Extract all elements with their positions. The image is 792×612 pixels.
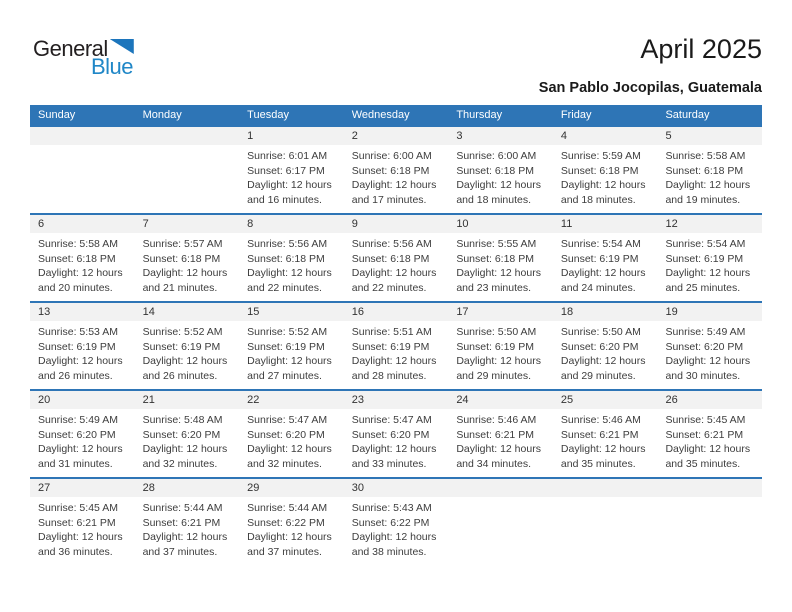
detail-line: Sunrise: 5:52 AM bbox=[247, 326, 328, 338]
day-details bbox=[448, 145, 553, 207]
calendar-week-row bbox=[30, 213, 762, 301]
day-number bbox=[448, 479, 553, 497]
detail-line: Sunrise: 6:00 AM bbox=[351, 150, 432, 162]
detail-line: Sunrise: 6:01 AM bbox=[247, 150, 328, 162]
day-details bbox=[448, 321, 553, 383]
detail-line: Daylight: 12 hours bbox=[247, 267, 332, 280]
detail-line: Daylight: 12 hours bbox=[351, 267, 437, 280]
weekday-header-monday: Monday bbox=[142, 109, 182, 121]
day-number: 19 bbox=[657, 303, 762, 321]
detail-line: and 17 minutes. bbox=[351, 193, 427, 206]
detail-line: and 18 minutes. bbox=[560, 193, 636, 206]
day-details bbox=[553, 409, 658, 471]
day-number: 13 bbox=[30, 303, 135, 321]
detail-line: Sunset: 6:21 PM bbox=[560, 428, 639, 441]
calendar-day-cell bbox=[30, 303, 135, 389]
calendar-day-cell bbox=[344, 127, 449, 213]
day-number: 14 bbox=[135, 303, 240, 321]
detail-line: Sunrise: 5:43 AM bbox=[351, 502, 432, 514]
calendar-day-cell bbox=[448, 215, 553, 301]
detail-line: and 26 minutes. bbox=[142, 369, 218, 382]
detail-line: Sunset: 6:22 PM bbox=[247, 516, 325, 529]
detail-line: and 31 minutes. bbox=[38, 457, 113, 470]
detail-line: Sunrise: 5:58 AM bbox=[38, 238, 118, 250]
day-details bbox=[657, 409, 762, 471]
detail-line: Sunrise: 5:50 AM bbox=[456, 326, 537, 338]
detail-line: Sunset: 6:18 PM bbox=[351, 252, 430, 265]
day-details bbox=[135, 321, 240, 383]
detail-line: and 30 minutes. bbox=[665, 369, 741, 382]
day-details bbox=[30, 233, 135, 295]
day-number: 2 bbox=[344, 127, 449, 145]
calendar-day-cell bbox=[239, 303, 344, 389]
weekday-header-wednesday: Wednesday bbox=[351, 109, 410, 121]
day-details bbox=[657, 321, 762, 383]
calendar-empty-cell bbox=[448, 479, 553, 565]
day-number: 23 bbox=[344, 391, 449, 409]
calendar-day-cell bbox=[553, 215, 658, 301]
calendar-day-cell bbox=[448, 127, 553, 213]
day-details bbox=[553, 145, 658, 207]
day-details bbox=[30, 321, 135, 383]
calendar-day-cell bbox=[657, 215, 762, 301]
detail-line: and 29 minutes. bbox=[560, 369, 636, 382]
calendar-day-cell bbox=[30, 215, 135, 301]
detail-line: Daylight: 12 hours bbox=[456, 267, 541, 280]
detail-line: Sunrise: 5:47 AM bbox=[351, 414, 432, 426]
calendar-day-cell bbox=[239, 127, 344, 213]
detail-line: and 19 minutes. bbox=[665, 193, 741, 206]
calendar-day-cell bbox=[239, 391, 344, 477]
detail-line: and 22 minutes. bbox=[351, 281, 427, 294]
detail-line: and 37 minutes. bbox=[142, 545, 218, 558]
detail-line: Sunset: 6:18 PM bbox=[456, 164, 534, 177]
detail-line: Sunset: 6:19 PM bbox=[560, 252, 639, 265]
detail-line: Daylight: 12 hours bbox=[560, 267, 646, 280]
logo-triangle-icon bbox=[110, 39, 134, 54]
detail-line: and 33 minutes. bbox=[351, 457, 427, 470]
day-number: 22 bbox=[239, 391, 344, 409]
weekday-header-row bbox=[30, 105, 762, 125]
detail-line: Sunrise: 5:46 AM bbox=[456, 414, 537, 426]
detail-line: Daylight: 12 hours bbox=[38, 355, 123, 368]
detail-line: and 26 minutes. bbox=[38, 369, 113, 382]
detail-line: Sunrise: 5:57 AM bbox=[142, 238, 223, 250]
detail-line: Daylight: 12 hours bbox=[38, 443, 123, 456]
day-details bbox=[135, 233, 240, 295]
day-number: 28 bbox=[135, 479, 240, 497]
detail-line: Sunrise: 5:48 AM bbox=[142, 414, 223, 426]
calendar-empty-cell bbox=[135, 127, 240, 213]
detail-line: Sunrise: 5:49 AM bbox=[665, 326, 746, 338]
calendar-day-cell bbox=[657, 391, 762, 477]
detail-line: Sunset: 6:18 PM bbox=[665, 164, 744, 177]
logo-text-general: General bbox=[33, 36, 108, 61]
detail-line: and 38 minutes. bbox=[351, 545, 427, 558]
detail-line: Daylight: 12 hours bbox=[665, 179, 751, 192]
day-details bbox=[239, 409, 344, 471]
page-title: April 2025 bbox=[640, 34, 762, 64]
day-details bbox=[344, 497, 449, 559]
weekday-header-saturday: Saturday bbox=[665, 109, 710, 121]
calendar-day-cell bbox=[448, 303, 553, 389]
day-details bbox=[553, 233, 658, 295]
detail-line: and 18 minutes. bbox=[456, 193, 532, 206]
day-number: 6 bbox=[30, 215, 135, 233]
detail-line: Daylight: 12 hours bbox=[247, 443, 332, 456]
day-details bbox=[135, 497, 240, 559]
detail-line: and 34 minutes. bbox=[456, 457, 532, 470]
day-details bbox=[553, 321, 658, 383]
day-details bbox=[239, 145, 344, 207]
detail-line: Sunrise: 5:56 AM bbox=[351, 238, 432, 250]
detail-line: Sunrise: 5:54 AM bbox=[665, 238, 746, 250]
day-number bbox=[657, 479, 762, 497]
calendar-day-cell bbox=[553, 127, 658, 213]
calendar-day-cell bbox=[135, 479, 240, 565]
detail-line: Sunset: 6:21 PM bbox=[142, 516, 221, 529]
detail-line: Daylight: 12 hours bbox=[560, 443, 646, 456]
day-number bbox=[553, 479, 658, 497]
detail-line: Sunset: 6:20 PM bbox=[247, 428, 325, 441]
detail-line: Daylight: 12 hours bbox=[247, 355, 332, 368]
detail-line: and 24 minutes. bbox=[560, 281, 636, 294]
detail-line: Sunset: 6:22 PM bbox=[351, 516, 430, 529]
detail-line: Sunrise: 5:59 AM bbox=[560, 150, 641, 162]
day-details bbox=[239, 497, 344, 559]
day-number: 9 bbox=[344, 215, 449, 233]
calendar-day-cell bbox=[553, 391, 658, 477]
detail-line: Sunset: 6:19 PM bbox=[456, 340, 534, 353]
day-number: 27 bbox=[30, 479, 135, 497]
detail-line: Sunrise: 5:46 AM bbox=[560, 414, 641, 426]
detail-line: Daylight: 12 hours bbox=[456, 179, 541, 192]
detail-line: Sunset: 6:21 PM bbox=[665, 428, 744, 441]
day-details bbox=[344, 145, 449, 207]
detail-line: and 28 minutes. bbox=[351, 369, 427, 382]
calendar-week-row bbox=[30, 389, 762, 477]
detail-line: and 20 minutes. bbox=[38, 281, 113, 294]
day-details bbox=[239, 321, 344, 383]
detail-line: Sunrise: 5:54 AM bbox=[560, 238, 641, 250]
detail-line: Daylight: 12 hours bbox=[351, 179, 437, 192]
day-number: 21 bbox=[135, 391, 240, 409]
day-number: 5 bbox=[657, 127, 762, 145]
detail-line: Sunset: 6:19 PM bbox=[351, 340, 430, 353]
day-number: 24 bbox=[448, 391, 553, 409]
day-details bbox=[448, 409, 553, 471]
detail-line: and 21 minutes. bbox=[142, 281, 218, 294]
detail-line: Daylight: 12 hours bbox=[351, 443, 437, 456]
detail-line: Sunset: 6:20 PM bbox=[38, 428, 116, 441]
calendar-day-cell bbox=[344, 303, 449, 389]
detail-line: Sunset: 6:18 PM bbox=[560, 164, 639, 177]
weekday-header-sunday: Sunday bbox=[38, 109, 76, 121]
calendar-day-cell bbox=[239, 479, 344, 565]
day-details bbox=[657, 145, 762, 207]
detail-line: Daylight: 12 hours bbox=[38, 267, 123, 280]
detail-line: Daylight: 12 hours bbox=[351, 355, 437, 368]
calendar-day-cell bbox=[30, 391, 135, 477]
detail-line: and 32 minutes. bbox=[247, 457, 322, 470]
detail-line: Sunset: 6:19 PM bbox=[142, 340, 221, 353]
detail-line: and 29 minutes. bbox=[456, 369, 532, 382]
calendar-week-row bbox=[30, 301, 762, 389]
detail-line: Sunset: 6:20 PM bbox=[560, 340, 639, 353]
detail-line: and 27 minutes. bbox=[247, 369, 322, 382]
calendar-empty-cell bbox=[657, 479, 762, 565]
day-details bbox=[239, 233, 344, 295]
calendar-day-cell bbox=[448, 391, 553, 477]
day-number bbox=[135, 127, 240, 145]
detail-line: Sunset: 6:19 PM bbox=[38, 340, 116, 353]
calendar-day-cell bbox=[657, 303, 762, 389]
title-block bbox=[539, 34, 762, 96]
day-number bbox=[30, 127, 135, 145]
detail-line: Sunrise: 5:47 AM bbox=[247, 414, 328, 426]
detail-line: Daylight: 12 hours bbox=[456, 443, 541, 456]
detail-line: Daylight: 12 hours bbox=[665, 355, 751, 368]
detail-line: Daylight: 12 hours bbox=[665, 267, 751, 280]
detail-line: Sunrise: 5:44 AM bbox=[142, 502, 223, 514]
detail-line: Sunrise: 6:00 AM bbox=[456, 150, 537, 162]
calendar-day-cell bbox=[553, 303, 658, 389]
detail-line: and 25 minutes. bbox=[665, 281, 741, 294]
calendar-day-cell bbox=[344, 391, 449, 477]
day-details bbox=[344, 409, 449, 471]
calendar-empty-cell bbox=[30, 127, 135, 213]
detail-line: Sunrise: 5:56 AM bbox=[247, 238, 328, 250]
day-details bbox=[657, 497, 762, 501]
detail-line: Sunrise: 5:52 AM bbox=[142, 326, 223, 338]
weekday-header-thursday: Thursday bbox=[456, 109, 503, 121]
detail-line: Daylight: 12 hours bbox=[560, 355, 646, 368]
detail-line: Daylight: 12 hours bbox=[247, 531, 332, 544]
day-number: 11 bbox=[553, 215, 658, 233]
detail-line: Sunset: 6:18 PM bbox=[38, 252, 116, 265]
detail-line: and 22 minutes. bbox=[247, 281, 322, 294]
detail-line: Sunrise: 5:51 AM bbox=[351, 326, 432, 338]
detail-line: Sunset: 6:20 PM bbox=[142, 428, 221, 441]
detail-line: Sunset: 6:18 PM bbox=[351, 164, 430, 177]
calendar-day-cell bbox=[239, 215, 344, 301]
calendar-day-cell bbox=[135, 391, 240, 477]
calendar-week-row bbox=[30, 125, 762, 213]
day-number: 12 bbox=[657, 215, 762, 233]
page-subtitle: San Pablo Jocopilas, Guatemala bbox=[538, 80, 762, 96]
detail-line: Sunrise: 5:45 AM bbox=[38, 502, 118, 514]
day-details bbox=[448, 233, 553, 295]
detail-line: Daylight: 12 hours bbox=[142, 531, 228, 544]
day-details bbox=[135, 409, 240, 471]
detail-line: Sunrise: 5:58 AM bbox=[665, 150, 746, 162]
day-details bbox=[657, 233, 762, 295]
detail-line: Sunrise: 5:45 AM bbox=[665, 414, 746, 426]
calendar-day-cell bbox=[135, 215, 240, 301]
calendar-empty-cell bbox=[553, 479, 658, 565]
calendar-day-cell bbox=[135, 303, 240, 389]
detail-line: Sunrise: 5:53 AM bbox=[38, 326, 118, 338]
detail-line: Sunset: 6:20 PM bbox=[665, 340, 744, 353]
detail-line: Sunrise: 5:50 AM bbox=[560, 326, 641, 338]
day-number: 17 bbox=[448, 303, 553, 321]
day-number: 8 bbox=[239, 215, 344, 233]
detail-line: Daylight: 12 hours bbox=[38, 531, 123, 544]
generalblue-logo bbox=[33, 38, 134, 78]
logo-text-blue: Blue bbox=[91, 54, 134, 79]
calendar-week-row bbox=[30, 477, 762, 565]
calendar-weeks bbox=[30, 125, 762, 565]
day-details bbox=[344, 233, 449, 295]
detail-line: and 36 minutes. bbox=[38, 545, 113, 558]
detail-line: Sunset: 6:18 PM bbox=[247, 252, 325, 265]
day-details bbox=[448, 497, 553, 501]
detail-line: Daylight: 12 hours bbox=[456, 355, 541, 368]
detail-line: and 16 minutes. bbox=[247, 193, 322, 206]
calendar-day-cell bbox=[657, 127, 762, 213]
detail-line: Sunset: 6:21 PM bbox=[38, 516, 116, 529]
detail-line: Sunset: 6:18 PM bbox=[142, 252, 221, 265]
detail-line: Sunset: 6:17 PM bbox=[247, 164, 325, 177]
detail-line: Sunset: 6:21 PM bbox=[456, 428, 534, 441]
day-number: 29 bbox=[239, 479, 344, 497]
detail-line: and 23 minutes. bbox=[456, 281, 532, 294]
weekday-header-tuesday: Tuesday bbox=[247, 109, 289, 121]
day-details bbox=[30, 145, 135, 149]
day-number: 7 bbox=[135, 215, 240, 233]
calendar-day-cell bbox=[344, 215, 449, 301]
calendar-day-cell bbox=[344, 479, 449, 565]
day-details bbox=[135, 145, 240, 149]
detail-line: Sunset: 6:19 PM bbox=[247, 340, 325, 353]
detail-line: Daylight: 12 hours bbox=[665, 443, 751, 456]
day-number: 18 bbox=[553, 303, 658, 321]
detail-line: and 35 minutes. bbox=[560, 457, 636, 470]
day-number: 16 bbox=[344, 303, 449, 321]
detail-line: Sunrise: 5:44 AM bbox=[247, 502, 328, 514]
detail-line: Daylight: 12 hours bbox=[142, 443, 228, 456]
detail-line: Daylight: 12 hours bbox=[247, 179, 332, 192]
calendar bbox=[30, 105, 762, 565]
calendar-day-cell bbox=[30, 479, 135, 565]
detail-line: Sunset: 6:18 PM bbox=[456, 252, 534, 265]
detail-line: Sunrise: 5:55 AM bbox=[456, 238, 537, 250]
day-number: 10 bbox=[448, 215, 553, 233]
detail-line: and 35 minutes. bbox=[665, 457, 741, 470]
detail-line: Daylight: 12 hours bbox=[142, 355, 228, 368]
detail-line: Daylight: 12 hours bbox=[351, 531, 437, 544]
detail-line: and 37 minutes. bbox=[247, 545, 322, 558]
detail-line: Daylight: 12 hours bbox=[560, 179, 646, 192]
detail-line: Sunset: 6:20 PM bbox=[351, 428, 430, 441]
day-number: 3 bbox=[448, 127, 553, 145]
day-number: 1 bbox=[239, 127, 344, 145]
day-number: 4 bbox=[553, 127, 658, 145]
detail-line: and 32 minutes. bbox=[142, 457, 218, 470]
day-details bbox=[30, 409, 135, 471]
day-details bbox=[344, 321, 449, 383]
day-number: 30 bbox=[344, 479, 449, 497]
day-number: 25 bbox=[553, 391, 658, 409]
detail-line: Daylight: 12 hours bbox=[142, 267, 228, 280]
detail-line: Sunset: 6:19 PM bbox=[665, 252, 744, 265]
day-details bbox=[553, 497, 658, 501]
day-details bbox=[30, 497, 135, 559]
detail-line: Sunrise: 5:49 AM bbox=[38, 414, 118, 426]
day-number: 26 bbox=[657, 391, 762, 409]
day-number: 15 bbox=[239, 303, 344, 321]
weekday-header-friday: Friday bbox=[560, 109, 592, 121]
day-number: 20 bbox=[30, 391, 135, 409]
